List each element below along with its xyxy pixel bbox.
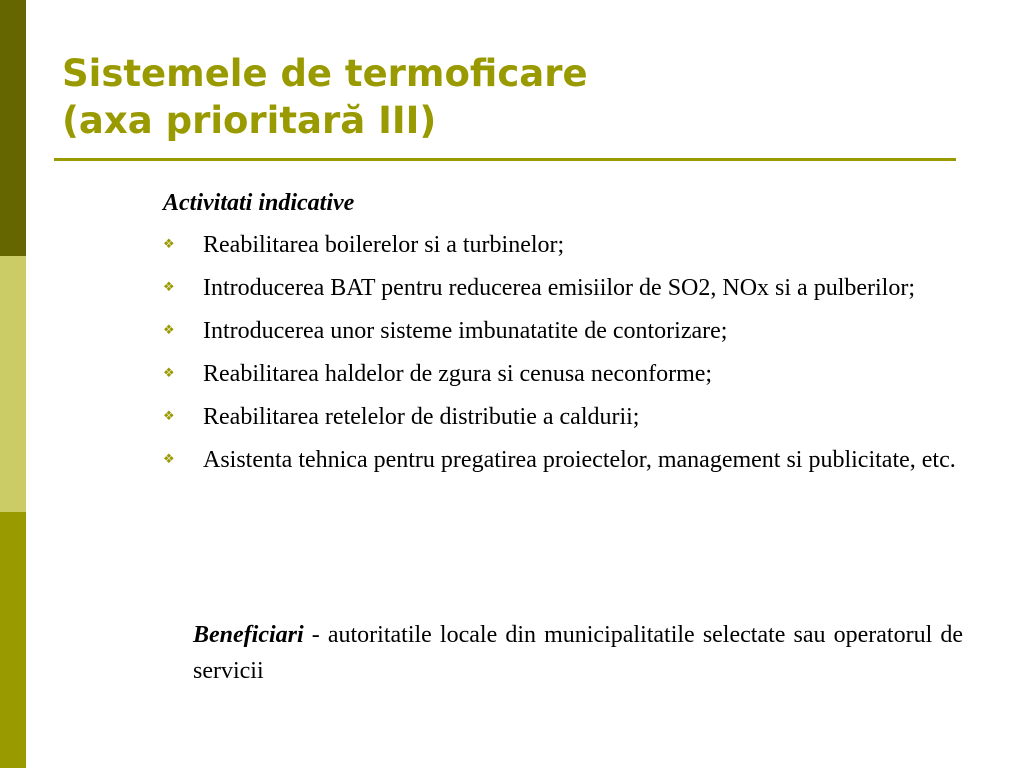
sidebar-band-middle [0,256,26,512]
diamond-bullet-icon: ❖ [163,409,175,424]
diamond-bullet-icon: ❖ [163,452,175,467]
beneficiari-text: - autoritatile locale din municipalitatile selectate sau operatorul de servicii [193,622,964,684]
list-item [163,356,963,392]
list-item [163,270,963,306]
bullet-list [163,227,963,478]
slide-title [62,50,588,144]
beneficiari-paragraph [193,617,963,689]
list-item-text: Reabilitarea retelelor de distributie a caldurii; [203,404,640,430]
title-divider [54,158,956,161]
beneficiari-label: Beneficiari [193,622,304,648]
diamond-bullet-icon: ❖ [163,323,175,338]
list-item-text: Introducerea unor sisteme imbunatatite de contorizare; [203,318,728,344]
list-item [163,313,963,349]
slide-title-line-2: (axa prioritară III) [62,99,437,142]
diamond-bullet-icon: ❖ [163,280,175,295]
list-item-text: Reabilitarea haldelor de zgura si cenusa neconforme; [203,361,713,387]
list-item [163,227,963,263]
diamond-bullet-icon: ❖ [163,366,175,381]
section-heading: Activitati indicative [163,190,355,216]
list-item [163,399,963,435]
list-item-text: Reabilitarea boilerelor si a turbinelor; [203,232,565,258]
diamond-bullet-icon: ❖ [163,237,175,252]
list-item-text: Introducerea BAT pentru reducerea emisiilor de SO2, NOx si a pulberilor; [203,275,916,301]
slide-title-line-1: Sistemele de termoficare [62,52,588,95]
sidebar-band-bottom [0,512,26,768]
list-item-text: Asistenta tehnica pentru pregatirea proiectelor, management si publicitate, etc. [203,447,956,473]
sidebar-band-top [0,0,26,256]
slide-content [163,185,963,485]
list-item [163,442,963,478]
